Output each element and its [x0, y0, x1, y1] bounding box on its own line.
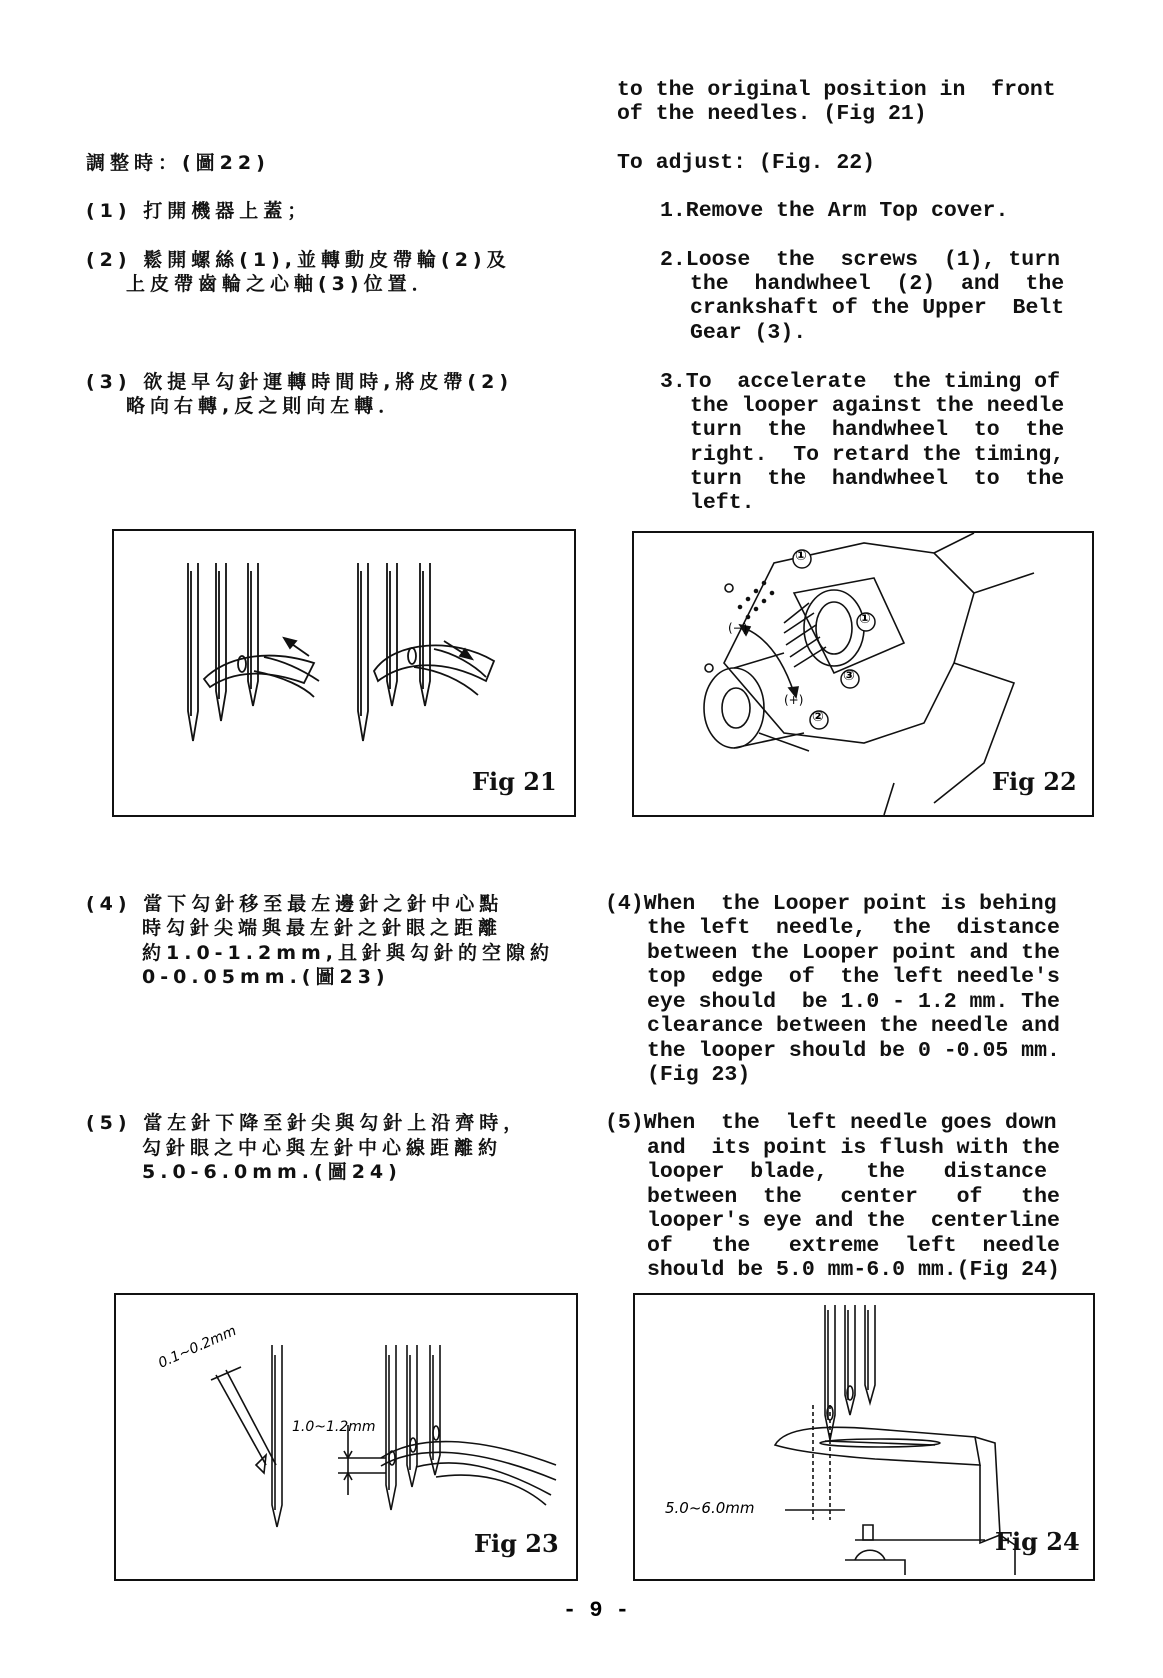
figure-22 [632, 531, 1094, 817]
step1-en: 1.Remove the Arm Top cover. [660, 199, 1009, 223]
step4-en-line: the looper should be 0 -0.05 mm. [647, 1039, 1060, 1063]
fig23-label: Fig 23 [474, 1529, 559, 1558]
step3-en-line: left. [690, 491, 755, 515]
step4-en-line: (4)When the Looper point is behing [605, 892, 1057, 916]
step3-en-line: turn the handwheel to the [690, 418, 1065, 442]
intro-line: to the original position in front [617, 78, 1056, 102]
fig23-dim-clearance: 0.1~0.2mm [156, 1323, 239, 1372]
figure-21 [112, 529, 576, 817]
fig22-callout-3: ③ [843, 668, 855, 684]
step4-en-line: (Fig 23) [647, 1063, 751, 1087]
fig21-label: Fig 21 [472, 767, 557, 796]
step3-en-line: turn the handwheel to the [690, 467, 1065, 491]
step2-en-line: the handwheel (2) and the [690, 272, 1065, 296]
step3-en-line: 3.To accelerate the timing of [660, 370, 1060, 394]
step4-en-line: top edge of the left needle's [647, 965, 1060, 989]
step3-en-line: right. To retard the timing, [690, 443, 1065, 467]
step4-zh-line: 0-0.05mm.(圖23) [142, 966, 390, 988]
zh-heading: 調整時：(圖22) [86, 152, 270, 174]
step4-en-line: between the Looper point and the [647, 941, 1060, 965]
step3-en-line: the looper against the needle [690, 394, 1065, 418]
step3-zh-line: (3) 欲提早勾針運轉時間時,將皮帶(2) [86, 371, 514, 393]
step5-en-line: should be 5.0 mm-6.0 mm.(Fig 24) [647, 1258, 1060, 1282]
step4-zh-line: 時勾針尖端與最左針之針眼之距離 [142, 917, 503, 939]
fig22-label: Fig 22 [992, 767, 1077, 796]
fig22-minus: (−) [728, 621, 748, 635]
page-number: - 9 - [563, 1598, 630, 1623]
fig24-label: Fig 24 [995, 1527, 1080, 1556]
step4-zh-line: (4) 當下勾針移至最左邊針之針中心點 [86, 893, 504, 915]
step5-zh-line: 勾針眼之中心與左針中心線距離約 [142, 1137, 503, 1159]
step5-en-line: and its point is flush with the [647, 1136, 1060, 1160]
step5-en-line: (5)When the left needle goes down [605, 1111, 1057, 1135]
step4-en-line: the left needle, the distance [647, 916, 1060, 940]
figure-23 [114, 1293, 578, 1581]
step3-zh-line: 略向右轉,反之則向左轉． [126, 395, 403, 417]
fig22-callout-1: ① [795, 548, 807, 564]
fig22-plus: (+) [784, 693, 804, 707]
step2-en-line: Gear (3). [690, 321, 807, 345]
adjust-heading: To adjust: (Fig. 22) [617, 151, 876, 175]
fig22-callout-1b: ① [859, 611, 871, 627]
step5-en-line: looper blade, the distance [647, 1160, 1047, 1184]
step2-zh-line: 上皮帶齒輪之心軸(3)位置． [126, 273, 436, 295]
intro-line: of the needles. (Fig 21) [617, 102, 927, 126]
step4-en-line: eye should be 1.0 - 1.2 mm. The [647, 990, 1060, 1014]
step5-en-line: between the center of the [647, 1185, 1060, 1209]
step5-zh-line: (5) 當左針下降至針尖與勾針上沿齊時， [86, 1112, 528, 1134]
figure-24 [633, 1293, 1095, 1581]
step5-en-line: looper's eye and the centerline [647, 1209, 1060, 1233]
step5-zh-line: 5.0-6.0mm.(圖24) [142, 1161, 402, 1183]
step2-zh-line: (2) 鬆開螺絲(1),並轉動皮帶輪(2)及 [86, 249, 511, 271]
step4-zh-line: 約1.0-1.2mm,且針與勾針的空隙約 [142, 942, 555, 964]
step4-en-line: clearance between the needle and [647, 1014, 1060, 1038]
step2-en-line: 2.Loose the screws (1), turn [660, 248, 1060, 272]
fig24-dim-distance: 5.0~6.0mm [665, 1499, 755, 1517]
fig22-callout-2: ② [812, 709, 824, 725]
fig23-dim-distance: 1.0~1.2mm [292, 1419, 376, 1435]
step2-en-line: crankshaft of the Upper Belt [690, 296, 1065, 320]
step5-en-line: of the extreme left needle [647, 1234, 1060, 1258]
step1-zh: (1) 打開機器上蓋； [86, 200, 312, 222]
